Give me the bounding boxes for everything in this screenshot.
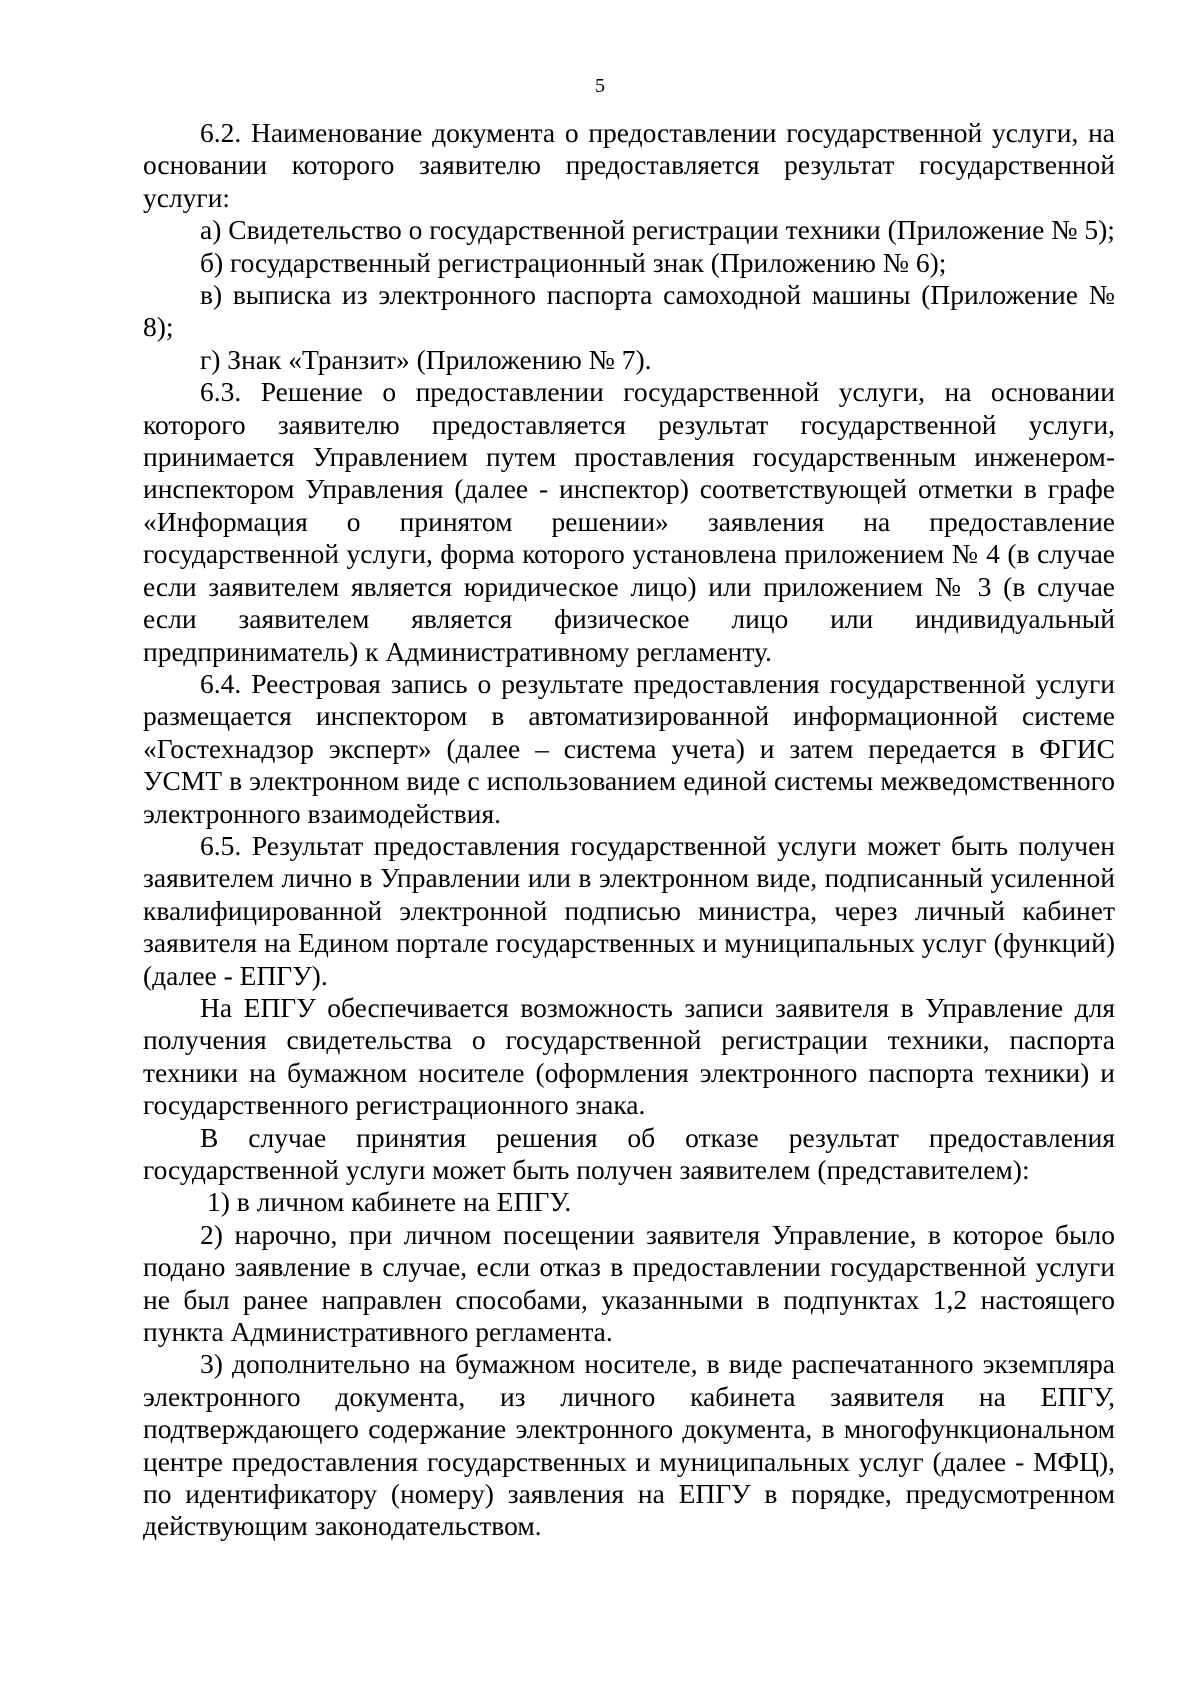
paragraph-refusal-result: В случае принятия решения об отказе результат предоставления государственной услуги может быть получен заявителем (представителем): [143, 1121, 1115, 1185]
subitem-3: 3) дополнительно на бумажном носителе, в виде распечатанного экземпляра электронного документа, из личного кабинета заявителя на ЕПГУ, подтверждающего содержание электронного документа, в многофункциональном центре предоставления государственных и муниципальных услуг (далее - МФЦ), по идентификатору (номеру) заявления на ЕПГУ в порядке, предусмотренном действующим законодательством. [143, 1348, 1115, 1542]
document-body [143, 117, 1115, 1543]
item-a: а) Свидетельство о государственной регистрации техники (Приложение № 5); [200, 214, 1115, 246]
item-b: б) государственный регистрационный знак (Приложению № 6); [200, 246, 947, 278]
subitem-1: 1) в личном кабинете на ЕПГУ. [207, 1186, 572, 1218]
paragraph-6-2: 6.2. Наименование документа о предоставлении государственной услуги, на основании которого заявителю предоставляется результат государственной услуги: [143, 117, 1115, 213]
page-number: 5 [595, 75, 605, 97]
item-g: г) Знак «Транзит» (Приложению № 7). [200, 343, 652, 375]
subitem-2: 2) нарочно, при личном посещении заявителя Управление, в которое было подано заявление в случае, если отказ в предоставлении государственной услуги не был ранее направлен способами, указанными в подпунктах 1,2 настоящего пункта Административного регламента. [143, 1218, 1115, 1348]
paragraph-6-3: 6.3. Решение о предоставлении государственной услуги, на основании которого заявителю предоставляется результат государственной услуги, принимается Управлением путем проставления государственным инженером-инспектором Управления (далее - инспектор) соответствующей отметки в графе «Информация о принятом решении» заявления на предоставление государственной услуги, форма которого установлена приложением № 4 (в случае если заявителем является юридическое лицо) или приложением № 3 (в случае если заявителем является физическое лицо или индивидуальный предприниматель) к Административному регламенту. [143, 376, 1115, 667]
item-v: в) выписка из электронного паспорта самоходной машины (Приложение № 8); [143, 279, 1115, 343]
paragraph-6-4: 6.4. Реестровая запись о результате предоставления государственной услуги размещается инспектором в автоматизированной информационной системе «Гостехнадзор эксперт» (далее – система учета) и затем передается в ФГИС УСМТ в электронном виде с использованием единой системы межведомственного электронного взаимодействия. [143, 667, 1115, 829]
paragraph-epgu-appointment: На ЕПГУ обеспечивается возможность записи заявителя в Управление для получения свидетельства о государственной регистрации техники, паспорта техники на бумажном носителе (оформления электронного паспорта техники) и государственного регистрационного знака. [143, 991, 1115, 1121]
paragraph-6-5: 6.5. Результат предоставления государственной услуги может быть получен заявителем лично в Управлении или в электронном виде, подписанный усиленной квалифицированной электронной подписью министра, через личный кабинет заявителя на Едином портале государственных и муниципальных услуг (функций) (далее - ЕПГУ). [143, 829, 1115, 991]
